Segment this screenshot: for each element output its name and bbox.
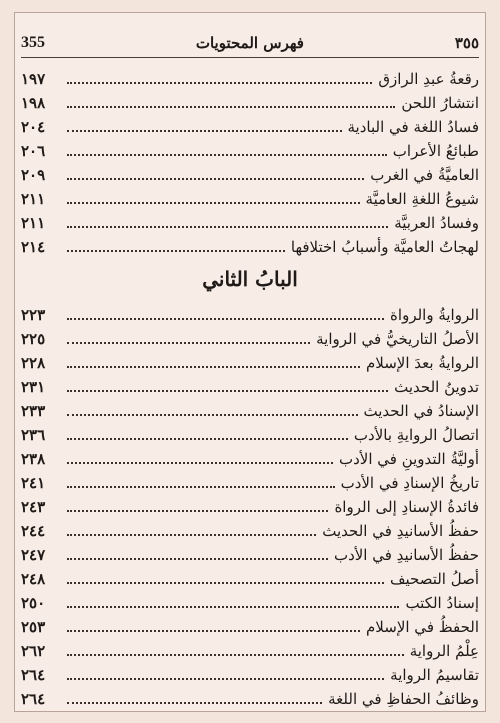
toc-section-2: [21, 301, 479, 709]
toc-entry-page: ٢١١: [21, 214, 46, 232]
toc-entry-page: ٢٦٤: [21, 666, 46, 684]
toc-entry: [21, 209, 479, 233]
toc-entry-page: ٢٥٠: [21, 594, 46, 612]
toc-entry-title: الروايةُ والرواة: [390, 306, 479, 324]
toc-entry-title: الروايةُ بعدَ الإسلام: [366, 354, 479, 372]
toc-entry: [21, 469, 479, 493]
toc-entry-title: اتصالُ الروايةِ بالأدب: [353, 426, 479, 444]
toc-entry-page: ٢٤٨: [21, 570, 46, 588]
dot-leader: [67, 366, 360, 368]
toc-entry: [21, 397, 479, 421]
toc-entry-title: أوليَّةُ التدوينِ في الأدب: [338, 450, 479, 468]
toc-entry-title: فائدةُ الإسنادِ إلى الرواة: [334, 498, 479, 516]
page-header: [21, 29, 479, 58]
chapter-heading: البابُ الثاني: [202, 267, 298, 291]
toc-entry-page: ٢٥٣: [21, 618, 46, 636]
dot-leader: [67, 486, 335, 488]
toc-entry: [21, 517, 479, 541]
toc-entry-page: ٢٤١: [21, 474, 46, 492]
toc-entry-page: ١٩٧: [21, 70, 46, 88]
dot-leader: [67, 702, 322, 704]
toc-entry-title: شيوعُ اللغةِ العاميَّة: [365, 190, 479, 208]
toc-entry-title: تقاسيمُ الرواية: [390, 666, 479, 684]
toc-entry: [21, 325, 479, 349]
dot-leader: [67, 606, 399, 608]
toc-section-1: [21, 65, 479, 257]
toc-entry-title: الحفظُ في الإسلام: [366, 618, 479, 636]
book-page: [14, 12, 486, 712]
toc-entry-page: ٢٢٨: [21, 354, 46, 372]
dot-leader: [67, 390, 388, 392]
dot-leader: [67, 342, 310, 344]
toc-entry-page: ٢٢٥: [21, 330, 46, 348]
toc-entry-title: إسنادُ الكتب: [405, 594, 479, 612]
toc-entry: [21, 421, 479, 445]
toc-entry: [21, 65, 479, 89]
toc-entry-title: حفظُ الأسانيدِ في الأدب: [333, 546, 479, 564]
toc-entry: [21, 565, 479, 589]
toc-entry-title: عِلْمُ الرواية: [409, 642, 479, 660]
dot-leader: [67, 630, 360, 632]
toc-entry: [21, 685, 479, 709]
toc-entry-page: ٢٦٤: [21, 690, 46, 708]
toc-entry-page: ٢١٤: [21, 238, 46, 256]
dot-leader: [67, 678, 384, 680]
table-of-contents: [21, 65, 479, 711]
toc-entry: [21, 233, 479, 257]
dot-leader: [67, 462, 333, 464]
dot-leader: [67, 178, 364, 180]
dot-leader: [67, 438, 348, 440]
toc-entry: [21, 613, 479, 637]
toc-entry-title: حفظُ الأسانيدِ في الحديث: [322, 522, 479, 540]
toc-entry: [21, 637, 479, 661]
toc-entry: [21, 89, 479, 113]
dot-leader: [67, 534, 316, 536]
toc-entry-title: فسادُ اللغة في البادية: [347, 118, 479, 136]
toc-entry-title: العاميَّةُ في الغرب: [370, 166, 479, 184]
dot-leader: [67, 202, 360, 204]
page-number-latin: 355: [21, 34, 45, 51]
toc-entry-page: ٢٢٣: [21, 306, 46, 324]
toc-entry-page: ٢٣٨: [21, 450, 46, 468]
toc-entry: [21, 113, 479, 137]
toc-entry-page: ١٩٨: [21, 94, 46, 112]
toc-entry: [21, 161, 479, 185]
toc-entry: [21, 541, 479, 565]
toc-entry: [21, 589, 479, 613]
toc-entry-page: ٢٣٦: [21, 426, 46, 444]
toc-entry: [21, 493, 479, 517]
toc-entry: [21, 349, 479, 373]
toc-entry: [21, 661, 479, 685]
toc-entry-page: ٢٠٩: [21, 166, 46, 184]
toc-entry-page: ٢٣١: [21, 378, 46, 396]
dot-leader: [67, 654, 404, 656]
dot-leader: [67, 510, 328, 512]
dot-leader: [67, 106, 395, 108]
toc-entry-page: ٢١١: [21, 190, 46, 208]
toc-entry: [21, 137, 479, 161]
dot-leader: [67, 414, 358, 416]
dot-leader: [67, 82, 372, 84]
toc-entry: [21, 185, 479, 209]
dot-leader: [67, 582, 384, 584]
dot-leader: [67, 130, 342, 132]
dot-leader: [67, 226, 388, 228]
toc-entry: [21, 445, 479, 469]
toc-entry-title: وفسادُ العربيَّة: [394, 214, 479, 232]
toc-entry-page: ٢٠٦: [21, 142, 46, 160]
toc-entry-page: ٢٤٤: [21, 522, 46, 540]
toc-entry-title: طبائعُ الأعراب: [392, 142, 479, 160]
page-number-arabic: ٣٥٥: [454, 34, 479, 52]
toc-entry-page: ٢٦٢: [21, 642, 46, 660]
dot-leader: [67, 154, 387, 156]
toc-entry-page: ٢٠٤: [21, 118, 46, 136]
toc-entry: [21, 301, 479, 325]
toc-entry-title: رقعةُ عبدِ الرازق: [378, 70, 479, 88]
toc-entry: [21, 373, 479, 397]
toc-entry-title: وظائفُ الحفاظِ في اللغة: [328, 690, 479, 708]
toc-entry-page: ٢٤٧: [21, 546, 46, 564]
toc-entry-page: ٢٣٣: [21, 402, 46, 420]
dot-leader: [67, 558, 328, 560]
toc-entry-title: لهجاتُ العاميَّة وأسبابُ اختلافها: [290, 238, 479, 256]
toc-entry-title: انتشارُ اللحن: [401, 94, 479, 112]
toc-entry-page: ٢٤٣: [21, 498, 46, 516]
dot-leader: [67, 250, 285, 252]
toc-entry-title: تدوينُ الحديث: [394, 378, 479, 396]
toc-entry-title: الإسنادُ في الحديث: [363, 402, 479, 420]
dot-leader: [67, 318, 384, 320]
toc-entry-title: أصلُ التصحيف: [389, 570, 479, 588]
toc-entry-title: تاريخُ الإسنادِ في الأدب: [340, 474, 479, 492]
toc-entry-title: الأصلُ التاريخيُّ في الرواية: [316, 330, 479, 348]
page-title: فهرس المحتويات: [195, 34, 304, 52]
